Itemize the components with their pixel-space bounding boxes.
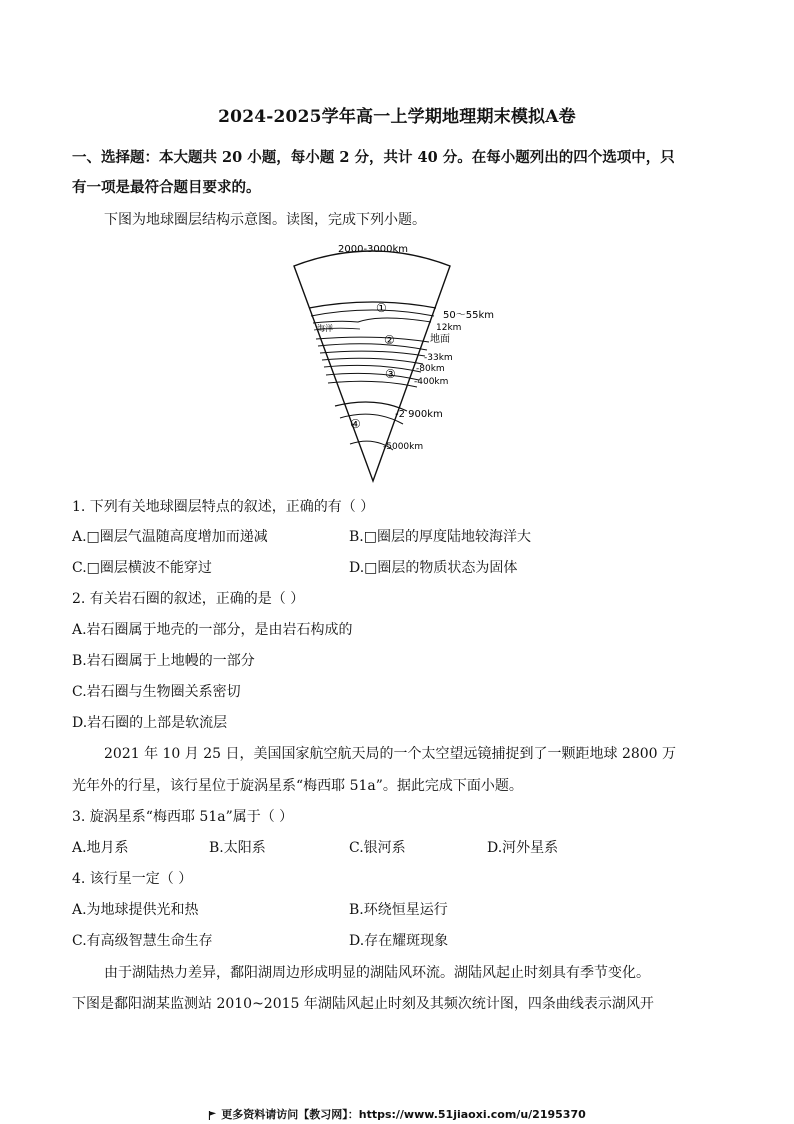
- label-ground: 地面: [430, 334, 450, 345]
- circle-1: ①: [376, 301, 387, 315]
- diagram-top-label: 2000-3000km: [338, 244, 409, 255]
- ocean-label: 海洋: [317, 324, 333, 333]
- q3-option-a: A.地月系: [72, 840, 129, 856]
- passage2-line2: 光年外的行星，该行星位于旋涡星系“梅西耶 51a”。据此完成下面小题。: [72, 778, 523, 794]
- label-2900km: -2 900km: [395, 409, 443, 420]
- passage3-line2: 下图是鄱阳湖某监测站 2010~2015 年湖陆风起止时刻及其频次统计图，四条曲线表示湖风开: [72, 996, 654, 1012]
- q2-option-d: D.岩石圈的上部是软流层: [72, 715, 228, 731]
- intro-text: 下图为地球圈层结构示意图。读图，完成下列小题。: [104, 212, 426, 228]
- q4-stem: 4. 该行星一定（ ）: [72, 871, 193, 887]
- q3-option-d: D.河外星系: [487, 840, 559, 856]
- label-33km: -33km: [424, 353, 453, 363]
- passage3-line1: 由于湖陆热力差异，鄱阳湖周边形成明显的湖陆风环流。湖陆风起止时刻具有季节变化。: [104, 965, 650, 981]
- circle-2: ②: [384, 333, 395, 347]
- q1-option-b: B.□圈层的厚度陆地较海洋大: [349, 529, 531, 545]
- label-400km: -400km: [414, 377, 449, 387]
- footer-link[interactable]: [0, 1106, 794, 1122]
- flag-icon: [208, 1111, 217, 1120]
- label-80km: -80km: [416, 364, 445, 374]
- q1-option-d: D.□圈层的物质状态为固体: [349, 560, 518, 576]
- q4-option-b: B.环绕恒星运行: [349, 902, 448, 918]
- label-50-55km: 50～55km: [443, 310, 494, 321]
- layer-line: [311, 310, 434, 316]
- section-header-line1: 一、选择题：本大题共 20 小题，每小题 2 分，共计 40 分。在每小题列出的四个选项中，只: [72, 149, 675, 166]
- section-header-line2: 有一项是最符合题目要求的。: [72, 179, 261, 196]
- layer-line: [318, 344, 427, 350]
- circle-4: ④: [350, 417, 361, 431]
- q1-option-c: C.□圈层横波不能穿过: [72, 560, 212, 576]
- layer-line: [322, 358, 423, 364]
- layer-line: [324, 365, 421, 372]
- layer-line: [326, 373, 419, 380]
- layer-line: [328, 381, 417, 387]
- passage2-line1: 2021 年 10 月 25 日，美国国家航空航天局的一个太空望远镜捕捉到了一颗距地球 2800 万: [104, 746, 677, 762]
- q2-option-b: B.岩石圈属于上地幔的一部分: [72, 653, 255, 669]
- page-title: 2024-2025学年高一上学期地理期末模拟A卷: [218, 107, 576, 127]
- label-12km: 12km: [436, 323, 462, 333]
- footer-text: 更多资料请访问【教习网】：https://www.51jiaoxi.com/u/2195370: [221, 1108, 586, 1121]
- circle-3: ③: [385, 367, 396, 381]
- q3-option-c: C.银河系: [349, 840, 406, 856]
- layer-line: [309, 302, 436, 308]
- q2-option-a: A.岩石圈属于地壳的一部分，是由岩石构成的: [72, 622, 353, 638]
- q2-option-c: C.岩石圈与生物圈关系密切: [72, 684, 241, 700]
- q4-option-a: A.为地球提供光和热: [72, 902, 199, 918]
- q2-stem: 2. 有关岩石圈的叙述，正确的是（ ）: [72, 591, 305, 607]
- layer-line: [316, 337, 429, 342]
- label-5000km: -5000km: [383, 442, 424, 452]
- q1-stem: 1. 下列有关地球圈层特点的叙述，正确的有（ ）: [72, 499, 375, 515]
- q1-option-a: A.□圈层气温随高度增加而递减: [72, 529, 268, 545]
- q4-option-d: D.存在耀斑现象: [349, 933, 449, 949]
- q3-stem: 3. 旋涡星系“梅西耶 51a”属于（ ）: [72, 809, 294, 825]
- q3-option-b: B.太阳系: [209, 840, 266, 856]
- q4-option-c: C.有高级智慧生命生存: [72, 933, 213, 949]
- earth-layers-diagram: [280, 236, 520, 486]
- layer-line: [320, 351, 425, 356]
- surface-line: [313, 318, 431, 323]
